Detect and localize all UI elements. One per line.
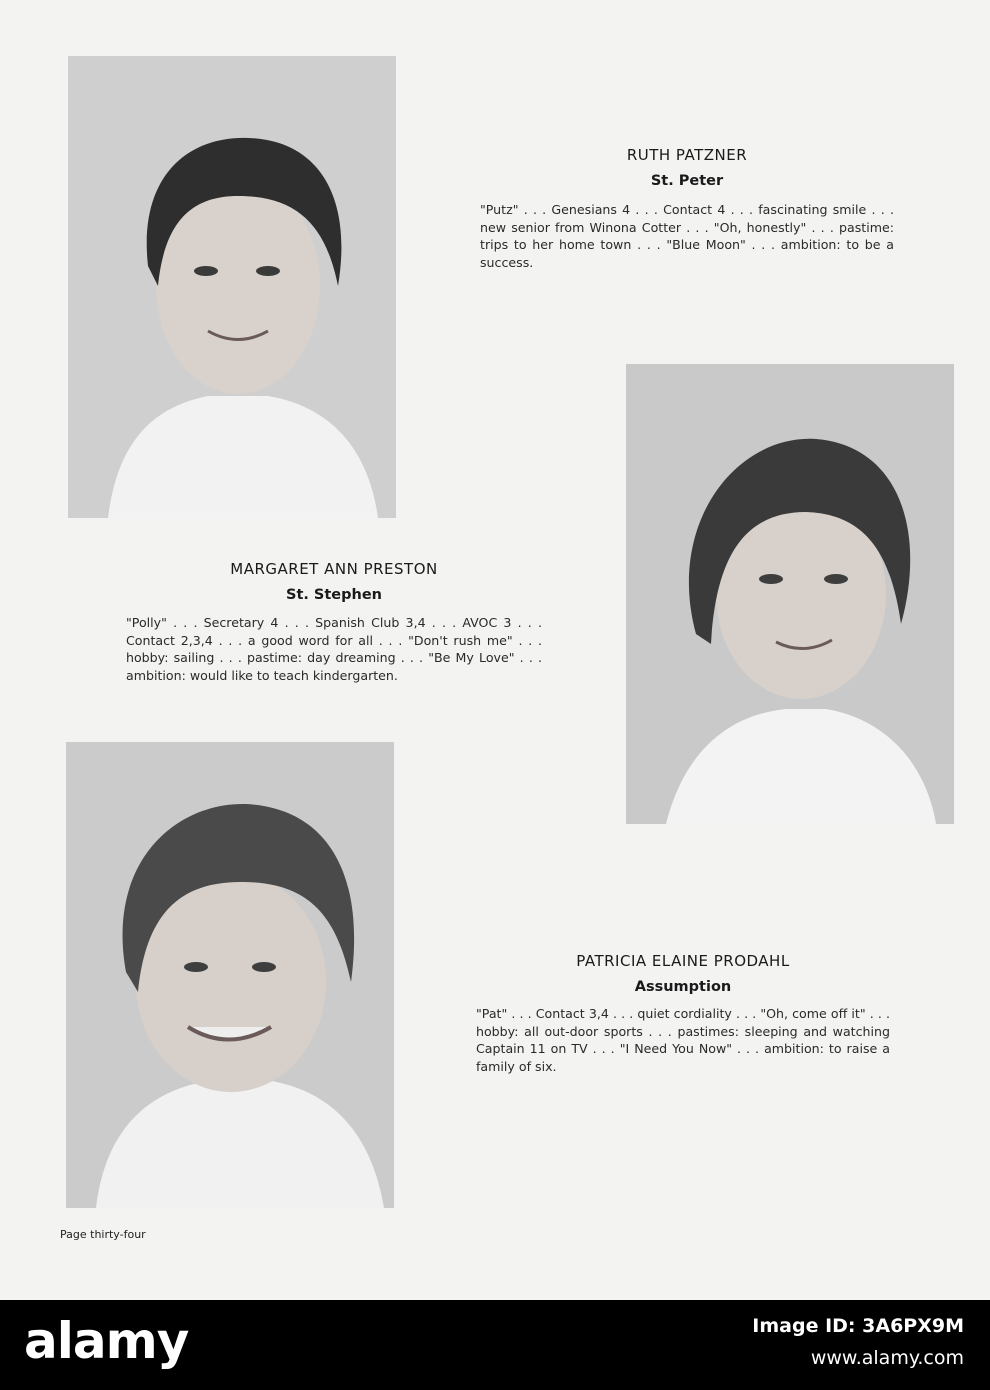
stock-info [752, 1315, 964, 1369]
student-parish-3: Assumption [634, 979, 732, 995]
student-bio-2: "Polly" . . . Secretary 4 . . . Spanish Club 3,4 . . . AVOC 3 . . . Contact 2,3,4 . . . a good word for all . . . "Don't rush me" . . . hobby: sailing . . . pastime: day dreaming . . . "Be My Love" . . . ambition: would like to teach kindergarten. [126, 615, 542, 683]
student-name-2: MARGARET ANN PRESTON [230, 560, 438, 578]
portrait-photo-2 [626, 364, 954, 824]
alamy-logo: alamy [24, 1312, 189, 1370]
student-name-3: PATRICIA ELAINE PRODAHL [576, 952, 790, 970]
student-parish-2: St. Stephen [286, 587, 382, 603]
stock-url: www.alamy.com [810, 1347, 964, 1369]
portrait-photo-3 [66, 742, 394, 1208]
image-id: Image ID: 3A6PX9M [752, 1315, 964, 1337]
student-parish-1: St. Peter [650, 173, 724, 189]
student-name-1: RUTH PATZNER [626, 146, 748, 164]
student-bio-1: "Putz" . . . Genesians 4 . . . Contact 4 . . . fascinating smile . . . new senior from Winona Cotter . . . "Oh, honestly" . . . pastime: trips to her home town . . . "Blue Moon" . . . ambition: to be a success. [480, 202, 894, 270]
page-number: Page thirty-four [60, 1228, 146, 1241]
portrait-photo-1 [68, 56, 396, 518]
student-bio-3: "Pat" . . . Contact 3,4 . . . quiet cordiality . . . "Oh, come off it" . . . hobby: all out-door sports . . . pastimes: sleeping and watching Captain 11 on TV . . . "I Need You Now" . . . ambition: to raise a family of six. [476, 1006, 890, 1074]
